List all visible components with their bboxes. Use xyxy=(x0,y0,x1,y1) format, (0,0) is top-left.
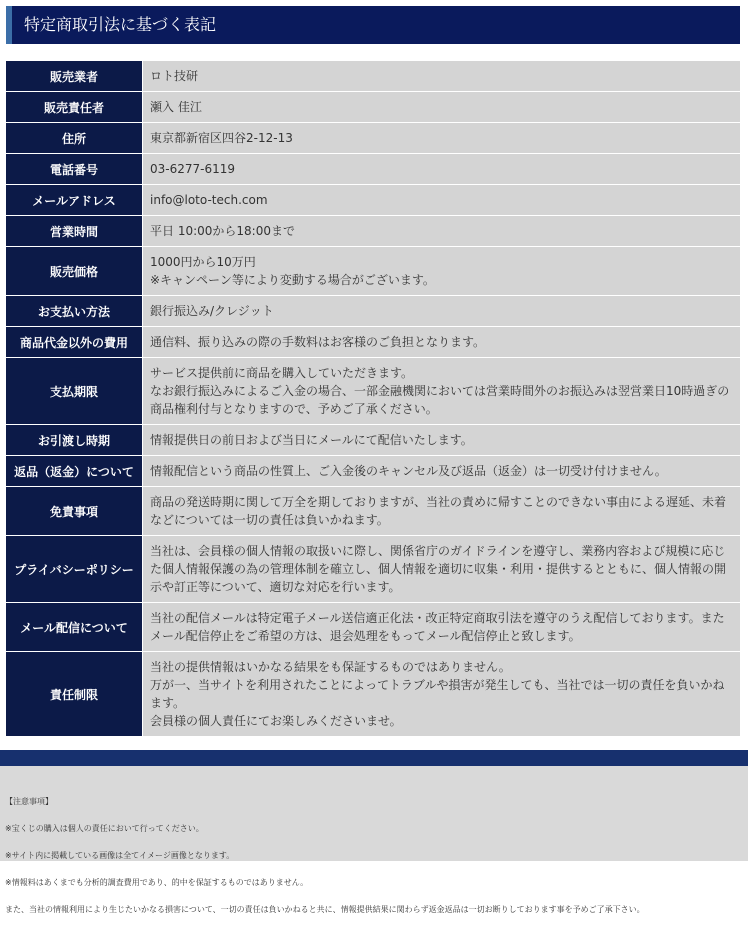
row-label: 販売業者 xyxy=(6,61,143,92)
footer xyxy=(0,766,748,914)
row-label: 住所 xyxy=(6,123,143,154)
row-value: サービス提供前に商品を購入していただきます。 なお銀行振込みによるご入金の場合、一部金融機関においては営業時間外のお振込みは翌営業日10時過ぎの商品権利付与となりますので、予めご了承ください。 xyxy=(143,358,741,425)
table-row xyxy=(6,603,740,652)
row-value: 瀬入 佳江 xyxy=(143,92,741,123)
row-label: 販売責任者 xyxy=(6,92,143,123)
note-line: ※サイト内に掲載している画像は全てイメージ画像となります。 xyxy=(5,850,235,860)
row-value: ロト技研 xyxy=(143,61,741,92)
table-row xyxy=(6,247,740,296)
row-label: 電話番号 xyxy=(6,154,143,185)
row-value: 当社は、会員様の個人情報の取扱いに際し、関係省庁のガイドラインを遵守し、業務内容および規模に応じた個人情報保護の為の管理体制を確立し、個人情報を適切に収集・利用・提供するとともに、個人情報の開示や訂正等について、適切な対応を行います。 xyxy=(143,536,741,603)
note-line: また、当社の情報利用により生じたいかなる損害について、一切の責任は負いかねると共に、情報提供結果に関わらず返金返品は一切お断りしております事を予めご了承下さい。 xyxy=(5,904,645,914)
row-value: 商品の発送時期に関して万全を期しておりますが、当社の責めに帰すことのできない事由による遅延、未着などについては一切の責任は負いかねます。 xyxy=(143,487,741,536)
footer-notes xyxy=(5,781,743,930)
table-row xyxy=(6,456,740,487)
row-value: 銀行振込み/クレジット xyxy=(143,296,741,327)
table-row xyxy=(6,92,740,123)
row-value: 03-6277-6119 xyxy=(143,154,741,185)
table-row xyxy=(6,487,740,536)
table-row xyxy=(6,536,740,603)
note-line: ※情報料はあくまでも分析的調査費用であり、的中を保証するものではありません。 xyxy=(5,877,309,887)
table-row xyxy=(6,296,740,327)
page-title: 特定商取引法に基づく表記 xyxy=(24,15,217,34)
table-row xyxy=(6,154,740,185)
row-value: 1000円から10万円 ※キャンペーン等により変動する場合がございます。 xyxy=(143,247,741,296)
row-label: 販売価格 xyxy=(6,247,143,296)
row-label: 免責事項 xyxy=(6,487,143,536)
row-label: お支払い方法 xyxy=(6,296,143,327)
row-value: 情報配信という商品の性質上、ご入金後のキャンセル及び返品（返金）は一切受け付けません。 xyxy=(143,456,741,487)
table-row xyxy=(6,425,740,456)
row-label: 返品（返金）について xyxy=(6,456,143,487)
table-row xyxy=(6,61,740,92)
table-row xyxy=(6,652,740,737)
page-header xyxy=(6,6,740,44)
row-value: 当社の提供情報はいかなる結果をも保証するものではありません。 万が一、当サイトを利用されたことによってトラブルや損害が発生しても、当社では一切の責任を負いかねます。 会員様の個人責任にてお楽しみくださいませ。 xyxy=(143,652,741,737)
row-value: 情報提供日の前日および当日にメールにて配信いたします。 xyxy=(143,425,741,456)
row-label: メール配信について xyxy=(6,603,143,652)
table-row xyxy=(6,216,740,247)
row-value: 当社の配信メールは特定電子メール送信適正化法・改正特定商取引法を遵守のうえ配信しております。またメール配信停止をご希望の方は、退会処理をもってメール配信停止と致します。 xyxy=(143,603,741,652)
row-value: 平日 10:00から18:00まで xyxy=(143,216,741,247)
row-label: お引渡し時期 xyxy=(6,425,143,456)
row-label: 支払期限 xyxy=(6,358,143,425)
row-label: 責任制限 xyxy=(6,652,143,737)
legal-info-table xyxy=(6,60,740,737)
row-value: info@loto-tech.com xyxy=(143,185,741,216)
row-value: 東京都新宿区四谷2-12-13 xyxy=(143,123,741,154)
row-label: メールアドレス xyxy=(6,185,143,216)
row-value: 通信料、振り込みの際の手数料はお客様のご負担となります。 xyxy=(143,327,741,358)
table-row xyxy=(6,358,740,425)
table-row xyxy=(6,123,740,154)
notes-heading: 【注意事項】 xyxy=(5,796,53,806)
note-line: ※宝くじの購入は個人の責任において行ってください。 xyxy=(5,823,204,833)
footer-divider xyxy=(0,750,748,766)
table-row xyxy=(6,327,740,358)
row-label: 商品代金以外の費用 xyxy=(6,327,143,358)
row-label: 営業時間 xyxy=(6,216,143,247)
row-label: プライバシーポリシー xyxy=(6,536,143,603)
table-row xyxy=(6,185,740,216)
